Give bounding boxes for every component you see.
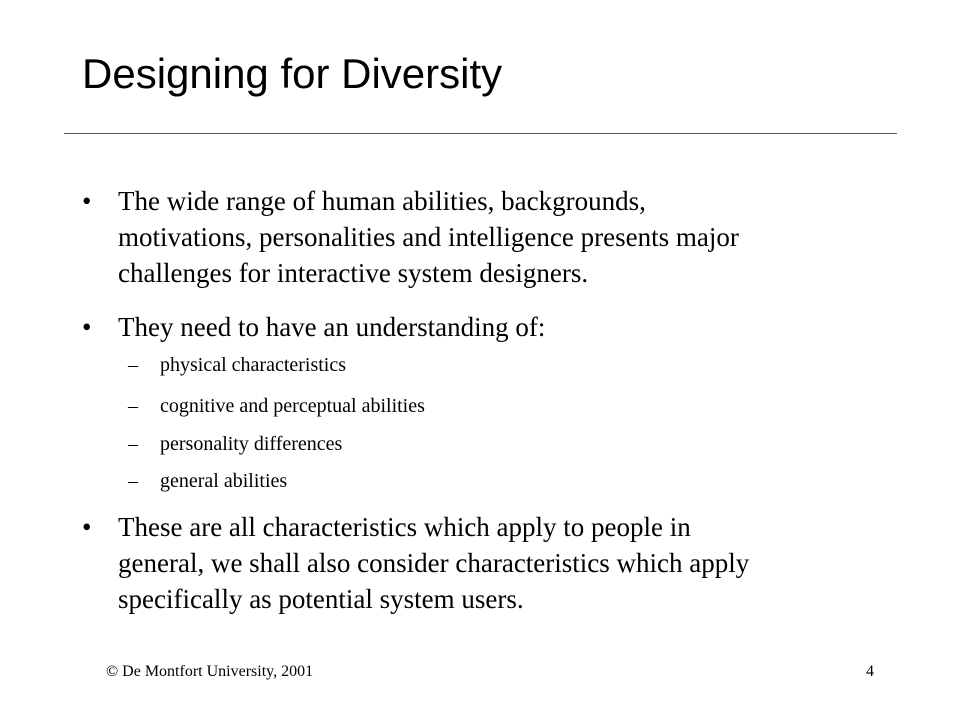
sub-item-general: general abilities <box>160 470 288 492</box>
bullet-1-text <box>118 183 898 291</box>
bullet-1-line-3: challenges for interactive system designers. <box>118 258 589 288</box>
sub-item-cognitive: cognitive and perceptual abilities <box>160 395 425 417</box>
footer-page-number: 4 <box>866 663 874 680</box>
sub-item-personality: personality differences <box>160 433 343 455</box>
bullet-glyph: • <box>82 312 92 342</box>
bullet-glyph: • <box>82 512 92 542</box>
bullet-1-line-1: The wide range of human abilities, backgrounds, <box>118 186 646 216</box>
bullet-2-text <box>118 309 898 345</box>
bullet-3-line-2: general, we shall also consider characteristics which apply <box>118 548 750 578</box>
bullet-1-line-2: motivations, personalities and intelligence presents major <box>118 222 739 252</box>
bullet-3-line-1: These are all characteristics which apply to people in <box>118 512 691 542</box>
sub-item-dash: – <box>128 354 138 376</box>
sub-item-dash: – <box>128 395 138 417</box>
sub-item-physical: physical characteristics <box>160 354 347 376</box>
footer-copyright: © De Montfort University, 2001 <box>106 663 314 680</box>
bullet-2-line-1: They need to have an understanding of: <box>118 312 546 342</box>
bullet-3-text <box>118 509 898 617</box>
title-divider <box>64 133 897 134</box>
sub-item-dash: – <box>128 433 138 455</box>
slide-title: Designing for Diversity <box>82 50 503 97</box>
bullet-glyph: • <box>82 186 92 216</box>
sub-item-dash: – <box>128 470 138 492</box>
bullet-3-line-3: specifically as potential system users. <box>118 584 524 614</box>
